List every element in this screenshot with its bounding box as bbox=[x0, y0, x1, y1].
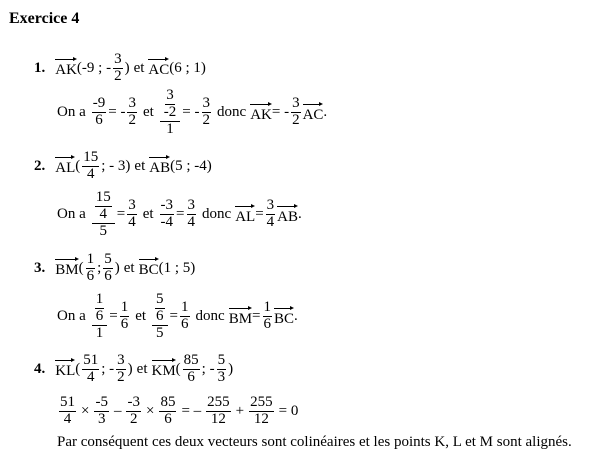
separator: ; bbox=[97, 259, 102, 276]
fraction: $\frac{5}{3}$ bbox=[217, 352, 226, 385]
q4-number: 4. bbox=[34, 360, 46, 377]
paren: ( bbox=[175, 360, 181, 377]
equals: = - bbox=[182, 104, 200, 121]
q2-number: 2. bbox=[34, 157, 46, 174]
fraction: $\frac{3}{2}$ bbox=[128, 95, 136, 129]
fraction: $\frac{-9}{6}$ bbox=[92, 95, 106, 129]
donc: donc bbox=[195, 308, 225, 325]
equals: = bbox=[176, 206, 185, 223]
paren: ( bbox=[78, 259, 84, 276]
separator: ; - bbox=[101, 360, 115, 377]
q1-coord-ac: (6 ; 1) bbox=[169, 59, 206, 76]
fraction: $\frac{3}{2}$ bbox=[202, 95, 211, 129]
q4-computation bbox=[57, 395, 298, 428]
vector-ac: AC bbox=[148, 57, 169, 79]
q3-number: 3. bbox=[34, 259, 46, 276]
paren: ) bbox=[114, 259, 120, 276]
fraction: $\frac{1}{6}$ bbox=[120, 299, 129, 333]
vector-ab: AB bbox=[277, 204, 298, 226]
period: . bbox=[323, 104, 328, 121]
q1-coord-a: (-9 ; - bbox=[76, 59, 112, 76]
equals: = bbox=[109, 308, 118, 325]
q4-conclusion bbox=[57, 434, 572, 451]
vector-ak: AK bbox=[55, 57, 77, 79]
fraction: $\frac{5}{6}$ bbox=[104, 251, 112, 284]
vector-bm: BM bbox=[55, 257, 78, 279]
equals: = bbox=[169, 308, 179, 325]
compound-fraction: $\frac{\frac{3}{-2}}{1}$ bbox=[160, 88, 181, 137]
times-sign: × bbox=[145, 402, 155, 419]
vector-bm: BM bbox=[229, 306, 252, 328]
q2-statement bbox=[34, 150, 212, 183]
paren: ( bbox=[75, 360, 81, 377]
equals: = bbox=[252, 308, 261, 325]
equals: = bbox=[255, 206, 264, 223]
equals-zero: = 0 bbox=[278, 402, 299, 419]
vector-km: KM bbox=[152, 358, 176, 380]
fraction: $\frac{85}{6}$ bbox=[160, 394, 176, 427]
et: et bbox=[142, 104, 154, 121]
fraction: $\frac{51}{4}$ bbox=[83, 352, 99, 385]
on-a-label: On a bbox=[57, 104, 86, 121]
minus-sign: – bbox=[113, 402, 122, 419]
q1-coord-b: ) bbox=[124, 59, 130, 76]
fraction: $\frac{3}{2}$ bbox=[292, 95, 300, 129]
fraction: $\frac{3}{4}$ bbox=[266, 197, 275, 231]
exercise-title: Exercice 4 bbox=[9, 10, 80, 27]
fraction: $\frac{3}{4}$ bbox=[187, 197, 196, 231]
times-sign: × bbox=[81, 402, 90, 419]
fraction: $\frac{15}{4}$ bbox=[83, 149, 99, 182]
vector-ak: AK bbox=[250, 102, 272, 124]
equals: = – bbox=[181, 402, 202, 419]
fraction: $\frac{-5}{3}$ bbox=[95, 394, 108, 427]
et: et bbox=[136, 360, 148, 377]
on-a-label: On a bbox=[57, 206, 86, 223]
plus-sign: + bbox=[235, 402, 245, 419]
vector-ab: AB bbox=[149, 155, 170, 177]
paren: ) bbox=[228, 360, 234, 377]
fraction: $\frac{255}{12}$ bbox=[207, 394, 230, 427]
on-a-label: On a bbox=[57, 308, 86, 325]
vector-al: AL bbox=[235, 204, 255, 226]
donc: donc bbox=[202, 206, 232, 223]
q2-coord-b: ; - 3) bbox=[101, 157, 131, 174]
fraction: $\frac{51}{4}$ bbox=[60, 394, 75, 427]
q3-reasoning bbox=[57, 292, 298, 341]
period: . bbox=[298, 206, 302, 223]
vector-bc: BC bbox=[274, 306, 294, 328]
q1-number: 1. bbox=[34, 59, 46, 76]
equals: = bbox=[116, 206, 126, 223]
et: et bbox=[123, 259, 135, 276]
fraction: $\frac{1}{6}$ bbox=[181, 299, 189, 333]
compound-fraction: $\frac{\frac{1}{6}}{1}$ bbox=[92, 292, 108, 341]
vector-bc: BC bbox=[139, 257, 159, 279]
period: . bbox=[294, 308, 298, 325]
q2-coord-ab: (5 ; -4) bbox=[170, 157, 212, 174]
compound-fraction: $\frac{\frac{5}{6}}{5}$ bbox=[152, 292, 168, 341]
fraction: $\frac{3}{4}$ bbox=[128, 197, 136, 231]
fraction: $\frac{3}{2}$ bbox=[117, 352, 125, 385]
et: et bbox=[135, 308, 147, 325]
vector-kl: KL bbox=[55, 358, 75, 380]
equals: = - bbox=[108, 104, 126, 121]
fraction: $\frac{3}{2}$ bbox=[114, 51, 122, 84]
paren: ( bbox=[75, 157, 81, 174]
equals: = - bbox=[271, 104, 290, 121]
q1-reasoning bbox=[57, 88, 327, 137]
fraction: $\frac{1}{6}$ bbox=[263, 299, 271, 333]
fraction: $\frac{-3}{-4}$ bbox=[160, 197, 174, 231]
paren: ) bbox=[127, 360, 133, 377]
q3-statement bbox=[34, 252, 195, 285]
vector-al: AL bbox=[55, 155, 75, 177]
q4-statement bbox=[34, 353, 233, 386]
fraction: $\frac{255}{12}$ bbox=[250, 394, 273, 427]
q1-statement bbox=[34, 52, 206, 85]
q2-reasoning bbox=[57, 190, 302, 239]
q3-coord-bc: (1 ; 5) bbox=[158, 259, 196, 276]
separator: ; - bbox=[201, 360, 215, 377]
fraction: $\frac{1}{6}$ bbox=[86, 251, 95, 284]
fraction: $\frac{85}{6}$ bbox=[183, 352, 199, 385]
et: et bbox=[142, 206, 154, 223]
donc: donc bbox=[217, 104, 247, 121]
q1-et: et bbox=[133, 59, 145, 76]
compound-fraction: $\frac{\frac{15}{4}}{5}$ bbox=[92, 190, 115, 239]
vector-ac: AC bbox=[303, 102, 324, 124]
conclusion-text: Par conséquent ces deux vecteurs sont colinéaires et les points K, L et M sont alignés. bbox=[57, 434, 572, 450]
et: et bbox=[134, 157, 146, 174]
fraction: $\frac{-3}{2}$ bbox=[127, 394, 140, 427]
